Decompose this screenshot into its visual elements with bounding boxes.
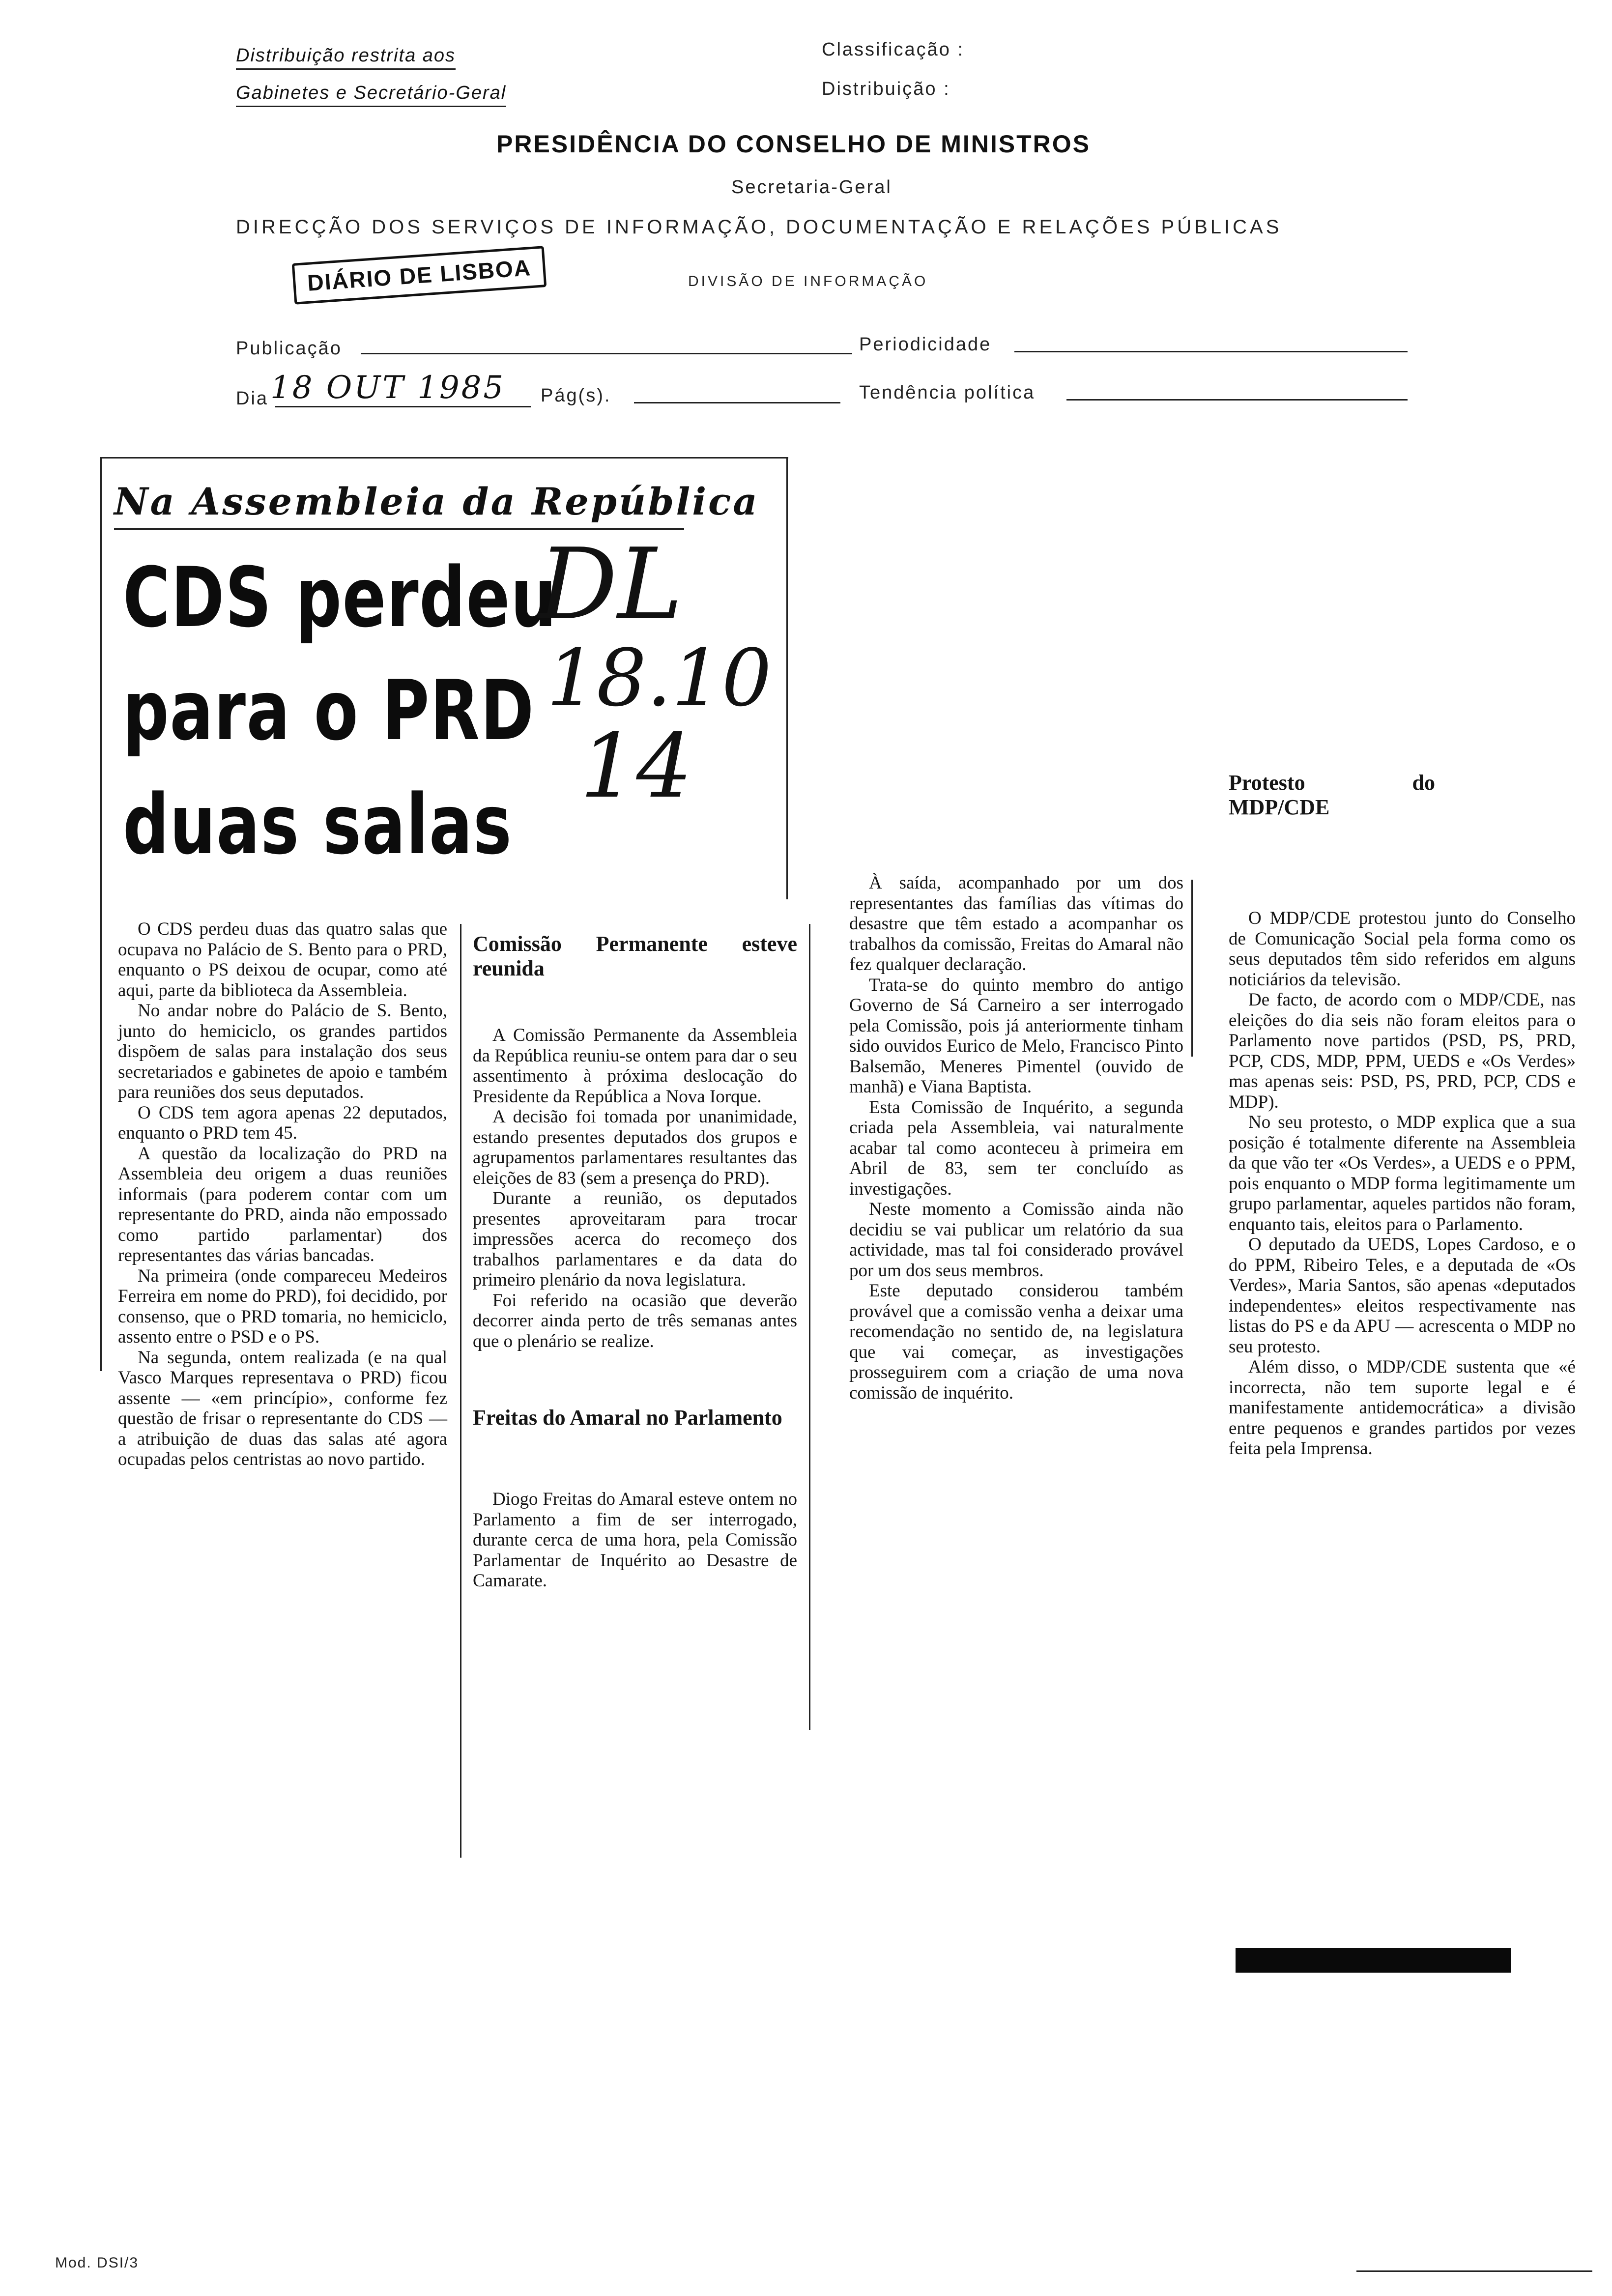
col4-paragraph: Além disso, o MDP/CDE sustenta que «é incorrecta, não tem suporte legal e é manifestamente antidemocrática» a divisão entre pequenos e grandes partidos por vezes feita pela Imprensa. (1229, 1357, 1576, 1459)
pages-label: Pág(s). (541, 385, 611, 406)
col4-paragraph: O MDP/CDE protestou junto do Conselho de Comunicação Social pela forma como os seus deputados têm sido referidos em alguns noticiários da televisão. (1229, 908, 1576, 990)
date-value: 18 OUT 1985 (270, 370, 506, 406)
column-2 (473, 932, 797, 1591)
col1-paragraph: O CDS tem agora apenas 22 deputados, enquanto o PRD tem 45. (118, 1102, 447, 1143)
org-subtitle: Secretaria-Geral (731, 177, 892, 198)
subhead-standing-committee: Comissão Permanente esteve reunida (473, 932, 797, 980)
col2-paragraph: Foi referido na ocasião que deverão decorrer ainda perto de três semanas antes que o plenário se realize. (473, 1290, 797, 1351)
day-label: Dia (236, 388, 269, 409)
handwritten-number: 14 (580, 715, 693, 818)
headline-line3: duas salas (123, 776, 513, 873)
column-divider-1 (460, 924, 461, 1858)
col3-paragraph: Neste momento a Comissão ainda não decidiu se vai publicar um relatório da sua actividade, mas tal foi considerado provável por um dos seus membros. (849, 1199, 1183, 1281)
col1-paragraph: No andar nobre do Palácio de S. Bento, junto do hemiciclo, os grandes partidos dispõem de salas para instalação dos seus secretariados e gabinetes de apoio e também para reuniões dos seus deputados. (118, 1001, 447, 1102)
newspaper-stamp: DIÁRIO DE LISBOA (292, 246, 547, 305)
col4-paragraph: De facto, de acordo com o MDP/CDE, nas eleições do dia seis não foram eleitos para o Parlamento nove partidos (PSD, PS, PRD, PCP, CDS, MDP, PPM, UEDS e «Os Verdes» mas apenas seis: PSD, PS, PRD, PCP, CDS e MDP). (1229, 990, 1576, 1112)
distribution-label: Distribuição : (822, 79, 950, 99)
col2-paragraph: A Comissão Permanente da Assembleia da República reuniu-se ontem para dar o seu assentimento à próxima deslocação do Presidente da República a Nova Iorque. (473, 1025, 797, 1107)
redaction-bar (1236, 1948, 1511, 1973)
col1-paragraph: A questão da localização do PRD na Assembleia deu origem a duas reuniões informais (para poderem contar com um representante do PRD, ainda não empossado como partido parlamentar) dos representantes das várias bancadas. (118, 1143, 447, 1265)
tendency-field-line (1066, 399, 1408, 401)
col3-paragraph: Este deputado considerou também provável que a comissão venha a deixar uma recomendação no sentido de, na legislatura que vai começar, as investigações prosseguirem com a criação de uma nova comissão de inquérito. (849, 1281, 1183, 1403)
col4-paragraph: O deputado da UEDS, Lopes Cardoso, e o do PPM, Ribeiro Teles, e a deputada de «Os Verdes», Maria Santos, são apenas «deputados independentes» eleitos respectivamente nas listas do PS e da APU — acrescenta o MDP no seu protesto. (1229, 1234, 1576, 1357)
date-field-line (275, 406, 531, 407)
subhead-mdp-cde-protest: Protesto do MDP/CDE (1229, 771, 1435, 819)
political-tendency-label: Tendência política (859, 382, 1036, 403)
handwritten-date: 18.10 (547, 632, 772, 724)
division-label: DIVISÃO DE INFORMAÇÃO (688, 273, 928, 289)
col4-paragraph: No seu protesto, o MDP explica que a sua posição é totalmente diferente na Assembleia da que vão ter «Os Verdes», a UEDS e o PPM, pois enquanto o MDP forma legitimamente um grupo parlamentar, aqueles partidos não foram, enquanto tais, eleitos para o Parlamento. (1229, 1112, 1576, 1234)
publication-field-line (361, 353, 852, 354)
directorate-line: DIRECÇÃO DOS SERVIÇOS DE INFORMAÇÃO, DOCUMENTAÇÃO E RELAÇÕES PÚBLICAS (236, 216, 1282, 238)
periodicity-label: Periodicidade (859, 334, 992, 355)
subhead-freitas-do-amaral: Freitas do Amaral no Parlamento (473, 1406, 782, 1430)
pages-field-line (634, 402, 840, 403)
column-4 (1229, 771, 1576, 1459)
headline-line2: para o PRD (123, 662, 535, 759)
classification-label: Classificação : (822, 39, 964, 60)
article-right-border (786, 457, 788, 899)
col3-paragraph: Esta Comissão de Inquérito, a segunda criada pela Assembleia, vai naturalmente acabar tal como aconteceu à primeira em Abril de 83, sem ter concluído as investigações. (849, 1097, 1183, 1199)
column-1 (118, 919, 447, 1470)
column-divider-2 (809, 924, 810, 1730)
form-code: Mod. DSI/3 (55, 2255, 139, 2271)
column-3 (849, 873, 1183, 1403)
col1-paragraph: O CDS perdeu duas das quatro salas que ocupava no Palácio de S. Bento para o PRD, enquanto o PS deixou de ocupar, como até aqui, parte da biblioteca da Assembleia. (118, 919, 447, 1001)
article-left-border (100, 457, 102, 1371)
article-kicker: Na Assembleia da República (114, 480, 759, 523)
column-3-edge (1191, 880, 1193, 1057)
org-title: PRESIDÊNCIA DO CONSELHO DE MINISTROS (496, 130, 1091, 158)
col1-paragraph: Na primeira (onde compareceu Medeiros Ferreira em nome do PRD), foi decidido, por consenso, que o PRD tomaria, no hemiciclo, assento entre o PSD e o PS. (118, 1265, 447, 1347)
handwritten-initials: DL (539, 527, 683, 642)
col2-paragraph: Durante a reunião, os deputados presentes aproveitaram para trocar impressões acerca do recomeço dos trabalhos parlamentares e da data do primeiro plenário da nova legislatura. (473, 1188, 797, 1290)
publication-label: Publicação (236, 338, 342, 359)
col2-paragraph: Diogo Freitas do Amaral esteve ontem no Parlamento a fim de ser interrogado, durante cerca de uma hora, pela Comissão Parlamentar de Inquérito ao Desastre de Camarate. (473, 1489, 797, 1591)
footer-rule (1356, 2270, 1592, 2272)
col3-paragraph: À saída, acompanhado por um dos representantes das famílias das vítimas do desastre que têm estado a acompanhar os trabalhos da comissão, Freitas do Amaral não fez qualquer declaração. (849, 873, 1183, 975)
distribution-note-line2: Gabinetes e Secretário-Geral (236, 83, 506, 107)
distribution-note-line1: Distribuição restrita aos (236, 45, 456, 70)
periodicity-field-line (1014, 351, 1408, 352)
headline-line1: CDS perdeu (123, 549, 557, 646)
article-top-border (100, 457, 788, 459)
col1-paragraph: Na segunda, ontem realizada (e na qual Vasco Marques representava o PRD) ficou assente — «em princípio», conforme fez questão de frisar o representante do CDS — a atribuição de duas das salas até agora ocupadas pelos centristas ao novo partido. (118, 1347, 447, 1469)
col3-paragraph: Trata-se do quinto membro do antigo Governo de Sá Carneiro a ser interrogado pela Comissão, pois já anteriormente tinham sido ouvidos Eurico de Melo, Francisco Pinto Balsemão, Meneres Pimentel (ouvido de manhã) e Viana Baptista. (849, 975, 1183, 1097)
col2-paragraph: A decisão foi tomada por unanimidade, estando presentes deputados dos grupos e agrupamentos parlamentares resultantes das eleições de 83 (sem a presença do PRD). (473, 1107, 797, 1188)
